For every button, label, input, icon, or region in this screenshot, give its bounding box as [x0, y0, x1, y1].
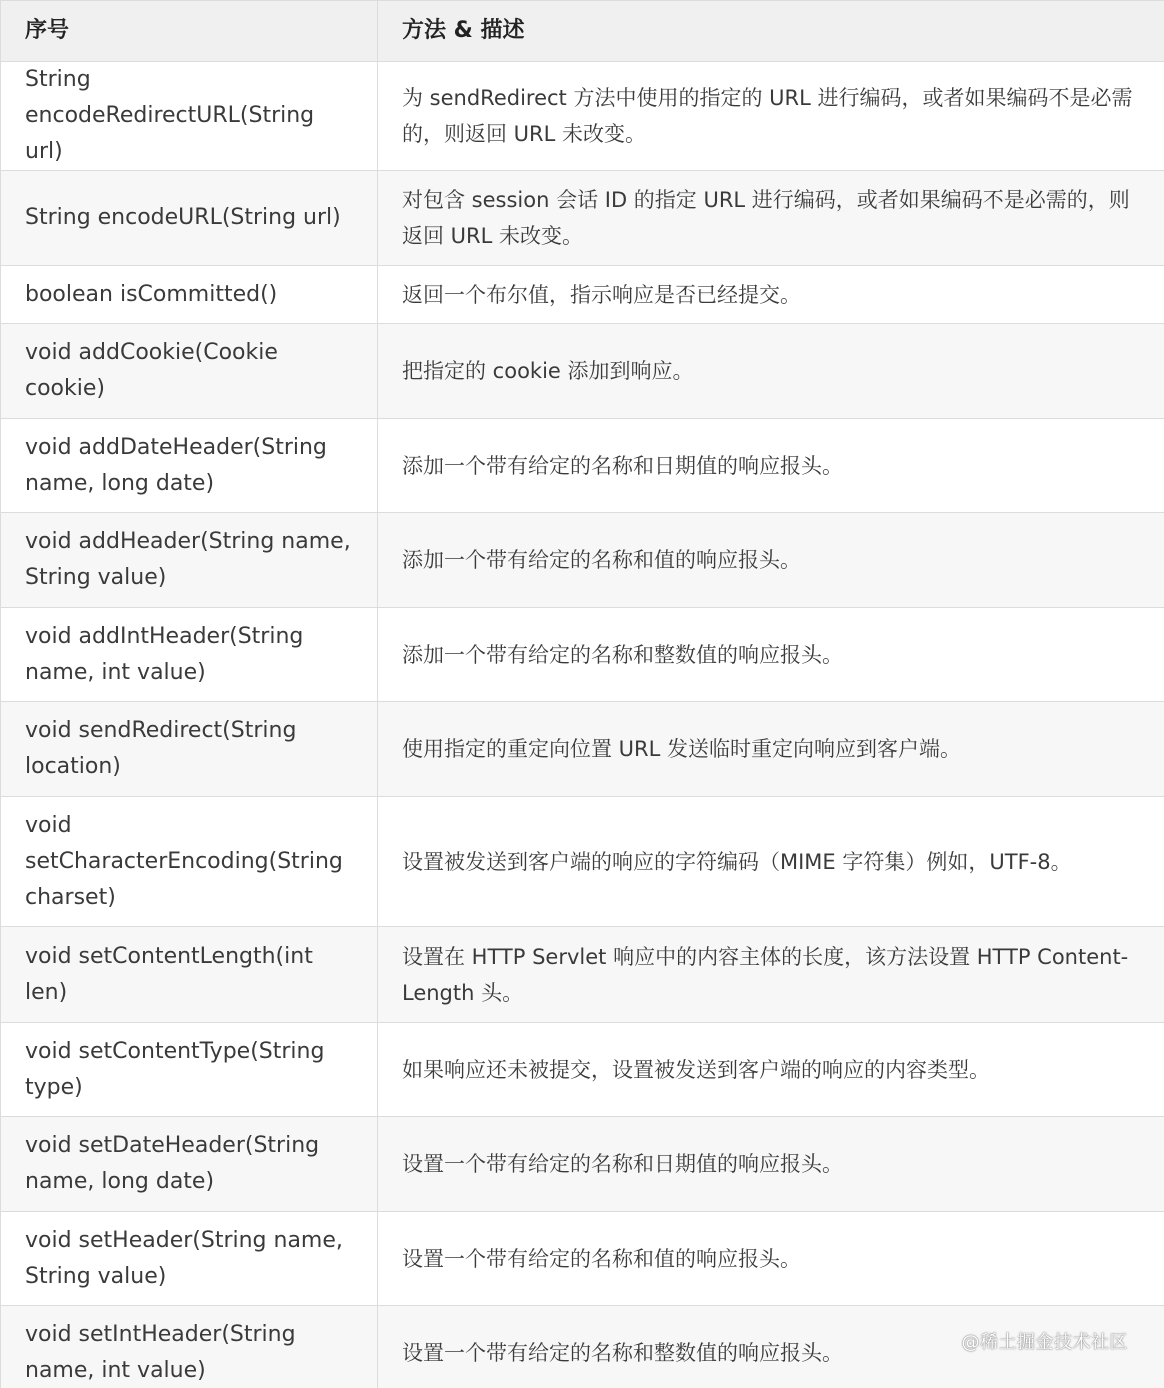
table-row [1, 797, 1164, 927]
table-row [1, 927, 1164, 1023]
method-cell: void addHeader(String name, String value) [1, 513, 378, 608]
description-cell: 如果响应还未被提交，设置被发送到客户端的响应的内容类型。 [378, 1023, 1164, 1117]
description-cell: 返回一个布尔值，指示响应是否已经提交。 [378, 266, 1164, 324]
table-row [1, 1212, 1164, 1306]
description-cell: 使用指定的重定向位置 URL 发送临时重定向响应到客户端。 [378, 702, 1164, 797]
method-cell: void setHeader(String name, String value) [1, 1212, 378, 1306]
method-cell: void setIntHeader(String name, int value) [1, 1306, 378, 1388]
method-cell: String encodeURL(String url) [1, 171, 378, 266]
method-cell: void addIntHeader(String name, int value) [1, 608, 378, 702]
description-cell: 设置一个带有给定的名称和值的响应报头。 [378, 1212, 1164, 1306]
table-row [1, 62, 1164, 171]
description-cell: 把指定的 cookie 添加到响应。 [378, 324, 1164, 419]
table-row [1, 324, 1164, 419]
table-row [1, 702, 1164, 797]
table-row [1, 266, 1164, 324]
description-cell: 添加一个带有给定的名称和值的响应报头。 [378, 513, 1164, 608]
description-cell: 对包含 session 会话 ID 的指定 URL 进行编码，或者如果编码不是必需的，则返回 URL 未改变。 [378, 171, 1164, 266]
description-cell: 添加一个带有给定的名称和日期值的响应报头。 [378, 419, 1164, 513]
table-row [1, 513, 1164, 608]
table-row [1, 608, 1164, 702]
table-row [1, 1023, 1164, 1117]
column-header-index: 序号 [1, 1, 378, 62]
method-cell: void addDateHeader(String name, long date) [1, 419, 378, 513]
description-cell: 添加一个带有给定的名称和整数值的响应报头。 [378, 608, 1164, 702]
description-cell: 设置一个带有给定的名称和日期值的响应报头。 [378, 1117, 1164, 1212]
method-cell: void sendRedirect(String location) [1, 702, 378, 797]
method-cell: void setContentType(String type) [1, 1023, 378, 1117]
description-cell: 设置被发送到客户端的响应的字符编码（MIME 字符集）例如，UTF-8。 [378, 797, 1164, 927]
watermark: @稀土掘金技术社区 [961, 1332, 1128, 1353]
method-cell: String encodeRedirectURL(String url) [1, 62, 378, 171]
table-header-row [1, 1, 1164, 62]
table-row [1, 419, 1164, 513]
table-row [1, 1117, 1164, 1212]
method-cell: void setCharacterEncoding(String charset) [1, 797, 378, 927]
description-cell: 设置在 HTTP Servlet 响应中的内容主体的长度，该方法设置 HTTP Content-Length 头。 [378, 927, 1164, 1023]
description-cell: 为 sendRedirect 方法中使用的指定的 URL 进行编码，或者如果编码不是必需的，则返回 URL 未改变。 [378, 62, 1164, 171]
column-header-method-description: 方法 & 描述 [378, 1, 1164, 62]
description-cell: 设置一个带有给定的名称和整数值的响应报头。 [378, 1306, 1164, 1388]
table-row [1, 171, 1164, 266]
method-cell: void setContentLength(int len) [1, 927, 378, 1023]
method-cell: void setDateHeader(String name, long date) [1, 1117, 378, 1212]
method-cell: boolean isCommitted() [1, 266, 378, 324]
method-cell: void addCookie(Cookie cookie) [1, 324, 378, 419]
